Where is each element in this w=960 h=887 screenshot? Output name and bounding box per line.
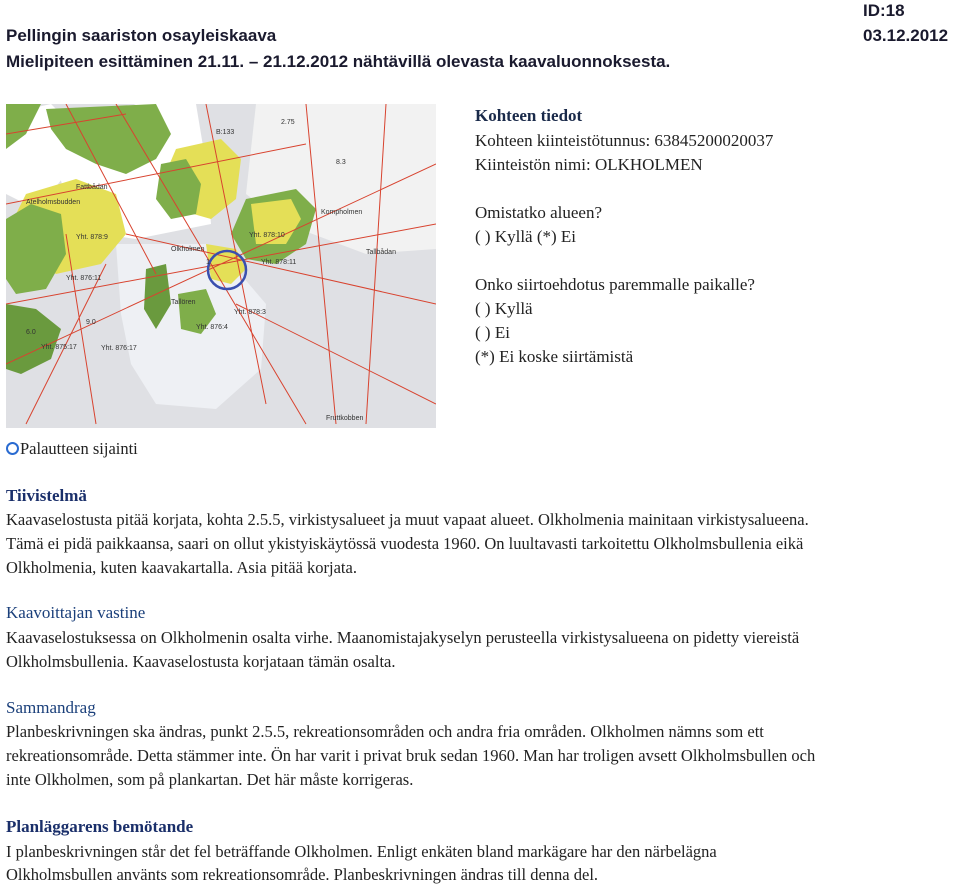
- map-label-17: 8.3: [336, 159, 346, 166]
- property-id: Kohteen kiinteistötunnus: 63845200020037: [475, 131, 774, 150]
- map-label-12: Fruttkobben: [326, 415, 364, 422]
- map-label-19: 1: [206, 259, 210, 266]
- map-graphic: [6, 104, 436, 428]
- map-label-15: 6.0: [26, 329, 36, 336]
- bemotande-heading: Planläggarens bemötande: [6, 817, 194, 836]
- sammandrag-heading: Sammandrag: [6, 698, 96, 717]
- response-line: Kaavaselostuksessa on Olkholmenin osalta virhe. Maanomistajakyselyn perusteella virkistysalueena on pidetty viereistä: [6, 628, 800, 647]
- bemotande-line: Olkholmsbullen använts som rekreationsområde. Planbeskrivningen ändras till denna del.: [6, 865, 599, 884]
- map-label-7b: Yht. 875:17: [41, 344, 77, 351]
- map-label-5: Yht. 878:3: [234, 309, 266, 316]
- map-image: [6, 104, 436, 428]
- sammandrag-line: inte Olkholmen, som på plankartan. Det här måste korrigeras.: [6, 770, 414, 789]
- sammandrag-line: Planbeskrivningen ska ändras, punkt 2.5.5, rekreationsområden och andra fria områden. Olkholmen nämns som ett: [6, 722, 764, 741]
- document-subtitle: Mielipiteen esittäminen 21.11. – 21.12.2012 nähtävillä olevasta kaavaluonnoksesta.: [6, 52, 671, 71]
- sammandrag-line: rekreationsområde. Detta stämmer inte. Ön har varit i privat bruk sedan 1960. Man har troligen avsett Olkholmsbullen och: [6, 746, 816, 765]
- map-label-atelholm: Atelholmsbudden: [26, 199, 81, 206]
- map-label-6: Yht. 876:4: [196, 324, 228, 331]
- relocation-option-no: ( ) Ei: [475, 323, 510, 342]
- map-label-7: Yht. 876:17: [101, 345, 137, 352]
- summary-line: Olkholmenia, kuten kaavakartalla. Asia pitää korjata.: [6, 558, 357, 577]
- relocation-option-yes: ( ) Kyllä: [475, 299, 533, 318]
- map-label-2: Yht. 878:10: [249, 232, 285, 239]
- owner-question: Omistatko alueen?: [475, 203, 602, 222]
- map-label-11: Fattbådan: [76, 184, 108, 191]
- response-line: Olkholmsbullenia. Kaavaselostusta korjataan tämän osalta.: [6, 652, 396, 671]
- info-title: Kohteen tiedot: [475, 106, 583, 125]
- map-label-10: Kompholmen: [321, 209, 363, 216]
- response-heading: Kaavoittajan vastine: [6, 603, 146, 622]
- map-label-8: Tallören: [171, 299, 196, 306]
- map-label-3: Yht. 878:11: [261, 259, 297, 266]
- bemotande-line: I planbeskrivningen står det fel beträffande Olkholmen. Enligt enkäten bland markägare har den närbelägna: [6, 842, 717, 861]
- map-label-16: 2.75: [281, 119, 295, 126]
- document-date: 03.12.2012: [863, 26, 949, 45]
- document-id: ID:18: [863, 1, 905, 20]
- relocation-option-na: (*) Ei koske siirtämistä: [475, 347, 634, 366]
- location-circle-icon: [6, 442, 19, 455]
- summary-line: Kaavaselostusta pitää korjata, kohta 2.5.5, virkistysalueet ja muut vapaat alueet. Olkholmenia mainitaan virkistysalueena.: [6, 510, 809, 529]
- map-label-13: Tallbådan: [366, 249, 396, 256]
- property-name: Kiinteistön nimi: OLKHOLMEN: [475, 155, 703, 174]
- location-label: Palautteen sijainti: [20, 439, 138, 458]
- summary-line: Tämä ei pidä paikkaansa, saari on ollut ykistyiskäytössä vuodesta 1960. On luultavasti tarkoitettu Olkholmsbullenia eikä: [6, 534, 804, 553]
- map-label-9: Olkholmen: [171, 246, 205, 253]
- map-label-14: B:133: [216, 129, 235, 136]
- map-label-1: Yht. 878:9: [76, 234, 108, 241]
- owner-answer: ( ) Kyllä (*) Ei: [475, 227, 577, 246]
- summary-heading: Tiivistelmä: [6, 486, 87, 505]
- document-title: Pellingin saariston osayleiskaava: [6, 26, 277, 45]
- relocation-question: Onko siirtoehdotus paremmalle paikalle?: [475, 275, 755, 294]
- map-label-4: Yht. 876:11: [66, 275, 102, 282]
- map-label-18: 9.0: [86, 319, 96, 326]
